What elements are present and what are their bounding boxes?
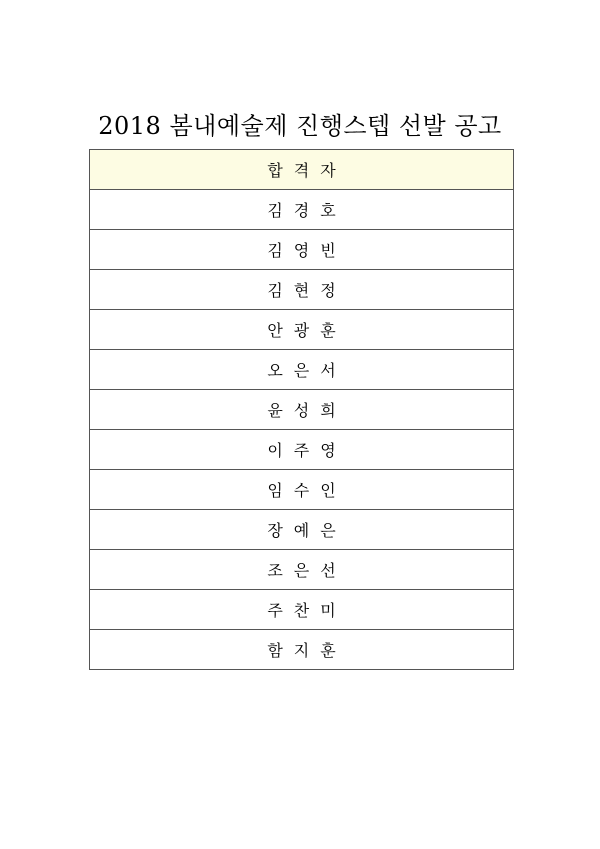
name-cell: 오은서	[90, 350, 514, 390]
name-cell: 윤성희	[90, 390, 514, 430]
table-row	[90, 230, 514, 270]
name-cell: 조은선	[90, 550, 514, 590]
name-cell: 김현정	[90, 270, 514, 310]
table-row	[90, 190, 514, 230]
table-row	[90, 270, 514, 310]
name-cell: 이주영	[90, 430, 514, 470]
name-cell: 안광훈	[90, 310, 514, 350]
table-header-cell: 합격자	[90, 150, 514, 190]
table-row	[90, 510, 514, 550]
table-row	[90, 590, 514, 630]
name-cell: 장예은	[90, 510, 514, 550]
table-row	[90, 630, 514, 670]
table-row	[90, 430, 514, 470]
name-cell: 함지훈	[90, 630, 514, 670]
table-row	[90, 310, 514, 350]
page-title: 2018 봄내예술제 진행스텝 선발 공고	[98, 112, 502, 140]
name-cell: 김경호	[90, 190, 514, 230]
name-cell: 임수인	[90, 470, 514, 510]
table-header-row	[90, 150, 514, 190]
table-row	[90, 350, 514, 390]
table-row	[90, 470, 514, 510]
name-cell: 김영빈	[90, 230, 514, 270]
table-row	[90, 390, 514, 430]
name-cell: 주찬미	[90, 590, 514, 630]
passers-table	[89, 149, 514, 670]
table-row	[90, 550, 514, 590]
